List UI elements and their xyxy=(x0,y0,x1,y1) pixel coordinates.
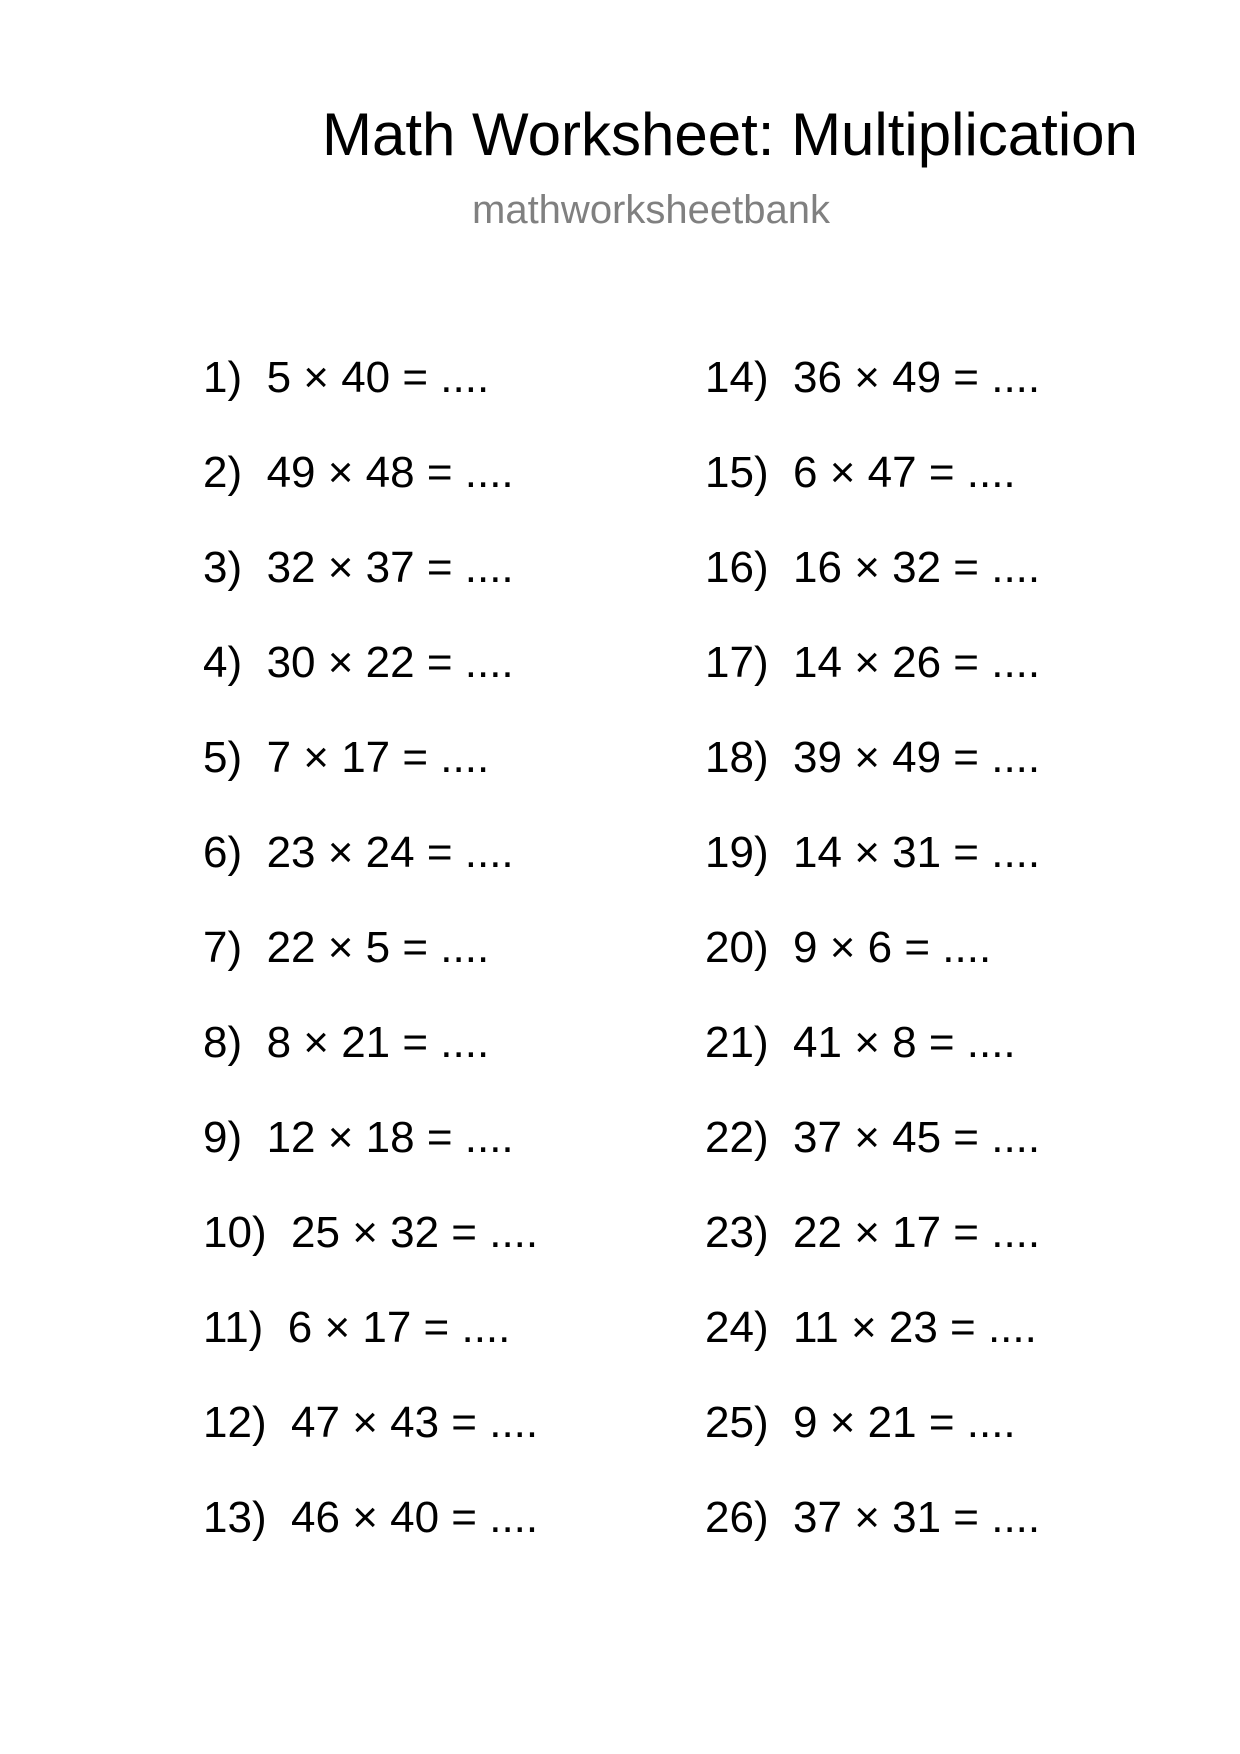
problem-13: 13) 46 × 40 = .... xyxy=(203,1493,539,1542)
problem-11: 11) 6 × 17 = .... xyxy=(203,1303,511,1352)
problem-20: 20) 9 × 6 = .... xyxy=(705,923,992,972)
problem-24: 24) 11 × 23 = .... xyxy=(705,1303,1037,1352)
problem-7: 7) 22 × 5 = .... xyxy=(203,923,490,972)
problem-9: 9) 12 × 18 = .... xyxy=(203,1113,514,1162)
problem-3: 3) 32 × 37 = .... xyxy=(203,543,514,592)
problem-26: 26) 37 × 31 = .... xyxy=(705,1493,1041,1542)
problem-2: 2) 49 × 48 = .... xyxy=(203,448,514,497)
problem-8: 8) 8 × 21 = .... xyxy=(203,1018,490,1067)
problem-21: 21) 41 × 8 = .... xyxy=(705,1018,1016,1067)
problem-16: 16) 16 × 32 = .... xyxy=(705,543,1041,592)
problem-18: 18) 39 × 49 = .... xyxy=(705,733,1041,782)
problem-10: 10) 25 × 32 = .... xyxy=(203,1208,539,1257)
problem-column-left xyxy=(203,330,538,1565)
problem-23: 23) 22 × 17 = .... xyxy=(705,1208,1041,1257)
worksheet-source: mathworksheetbank xyxy=(472,188,830,232)
problem-1: 1) 5 × 40 = .... xyxy=(203,353,490,402)
problem-6: 6) 23 × 24 = .... xyxy=(203,828,514,877)
problem-column-right xyxy=(705,330,1040,1565)
problem-19: 19) 14 × 31 = .... xyxy=(705,828,1041,877)
problem-5: 5) 7 × 17 = .... xyxy=(203,733,490,782)
problem-14: 14) 36 × 49 = .... xyxy=(705,353,1041,402)
problem-12: 12) 47 × 43 = .... xyxy=(203,1398,539,1447)
problem-15: 15) 6 × 47 = .... xyxy=(705,448,1016,497)
problem-4: 4) 30 × 22 = .... xyxy=(203,638,514,687)
problem-22: 22) 37 × 45 = .... xyxy=(705,1113,1041,1162)
problem-17: 17) 14 × 26 = .... xyxy=(705,638,1041,687)
problem-25: 25) 9 × 21 = .... xyxy=(705,1398,1016,1447)
worksheet-title: Math Worksheet: Multiplication xyxy=(322,101,1138,168)
